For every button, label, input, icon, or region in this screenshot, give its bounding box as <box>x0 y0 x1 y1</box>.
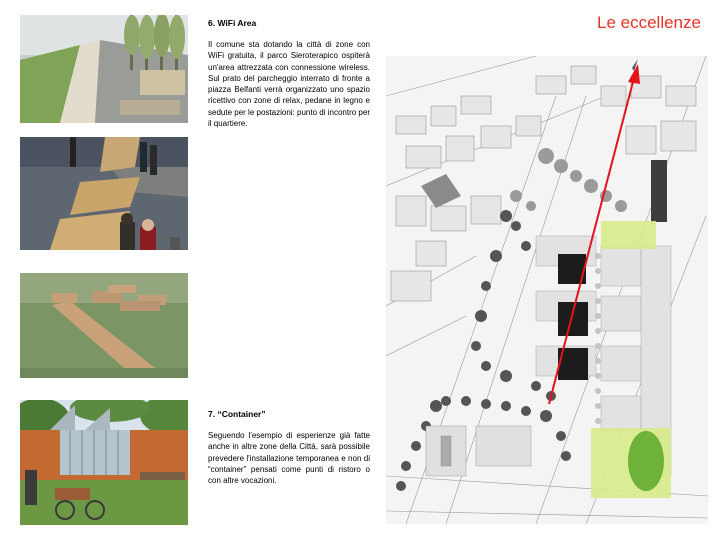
photo-container-greenhouse <box>20 400 188 525</box>
page-title: Le eccellenze <box>597 13 701 32</box>
site-map <box>386 56 708 524</box>
section-wifi-text: Il comune sta dotando la città di zone con WiFi gratuita, il parco Sieroterapico ospiterà un'area attrezzata con connessione wireless. Sul prato del parcheggio interrato di fronte a piazza Belfanti verrà organizzato uno spazio ricettivo con zone di relax, pedane in legno e sedute per le postazioni: punto di incontro per il quartiere. <box>208 40 370 129</box>
photo-wooden-deck-trees <box>20 15 188 123</box>
photo-benches-on-grass <box>20 273 188 378</box>
section-container-heading: 7. “Container” <box>208 409 266 419</box>
photo-wooden-benches-people <box>20 137 188 250</box>
section-container-text: Seguendo l'esempio di esperienze già fatte anche in altre zone della Città, sarà possibile prevedere l'installazione temporanea e non di “container” pensati come punti di ristoro o con altre vocazioni. <box>208 431 370 486</box>
section-wifi-heading: 6. WiFi Area <box>208 18 257 28</box>
